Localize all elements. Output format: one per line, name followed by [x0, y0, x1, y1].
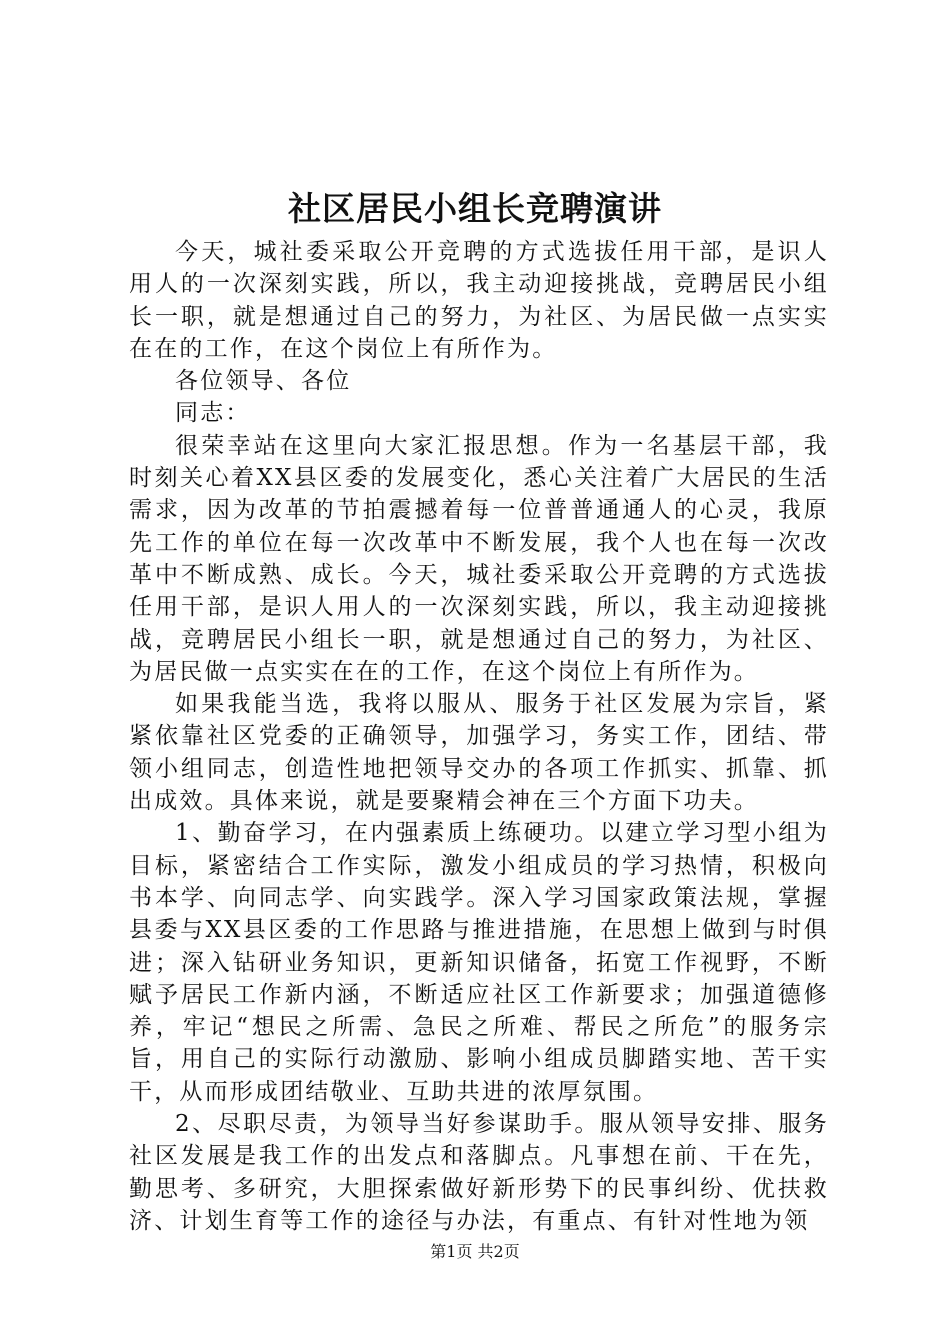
- document-title: 社区居民小组长竞聘演讲: [288, 189, 662, 228]
- paragraph-intro: 今天，城社委采取公开竞聘的方式选拔任用干部，是识人用人的一次深刻实践，所以，我主动迎接挑战，竞聘居民小组长一职，就是想通过自己的努力，为社区、为居民做一点实实在在的工作，在这个岗位上有所作为。: [129, 239, 829, 362]
- paragraph-salutation-continued: 同志：: [175, 400, 251, 427]
- page-footer: 第1页 共2页: [430, 1242, 520, 1261]
- paragraph-commitment: 如果我能当选，我将以服从、服务于社区发展为宗旨，紧紧依靠社区党委的正确领导，加强学习，务实工作，团结、带领小组同志，创造性地把领导交办的各项工作抓实、抓靠、抓出成效。具体来说，就是要聚精会神在三个方面下功夫。: [129, 691, 829, 815]
- paragraph-salutation: 各位领导、各位: [175, 368, 352, 395]
- paragraph-point-1: 1、勤奋学习，在内强素质上练硬功。以建立学习型小组为目标，紧密结合工作实际，激发小组成员的学习热情，积极向书本学、向同志学、向实践学。深入学习国家政策法规，掌握县委与XX县区委的工作思路与推进措施，在思想上做到与时俱进；深入钻研业务知识，更新知识储备，拓宽工作视野，不断赋予居民工作新内涵，不断适应社区工作新要求；加强道德修养，牢记“想民之所需、急民之所难、帮民之所危”的服务宗旨，用自己的实际行动激励、影响小组成员脚踏实地、苦干实干，从而形成团结敬业、互助共进的浓厚氛围。: [129, 820, 829, 1105]
- document-body: [129, 236, 829, 1237]
- paragraph-report: 很荣幸站在这里向大家汇报思想。作为一名基层干部，我时刻关心着XX县区委的发展变化，悉心关注着广大居民的生活需求，因为改革的节拍震撼着每一位普普通通人的心灵，我原先工作的单位在每一次改革中不断发展，我个人也在每一次改革中不断成熟、成长。今天，城社委采取公开竞聘的方式选拔任用干部，是识人用人的一次深刻实践，所以，我主动迎接挑战，竞聘居民小组长一职，就是想通过自己的努力，为社区、为居民做一点实实在在的工作，在这个岗位上有所作为。: [129, 432, 829, 685]
- paragraph-point-2: 2、尽职尽责，为领导当好参谋助手。服从领导安排、服务社区发展是我工作的出发点和落脚点。凡事想在前、干在先，勤思考、多研究，大胆探索做好新形势下的民事纠纷、优扶救济、计划生育等工作的途径与办法，有重点、有针对性地为领: [129, 1111, 829, 1234]
